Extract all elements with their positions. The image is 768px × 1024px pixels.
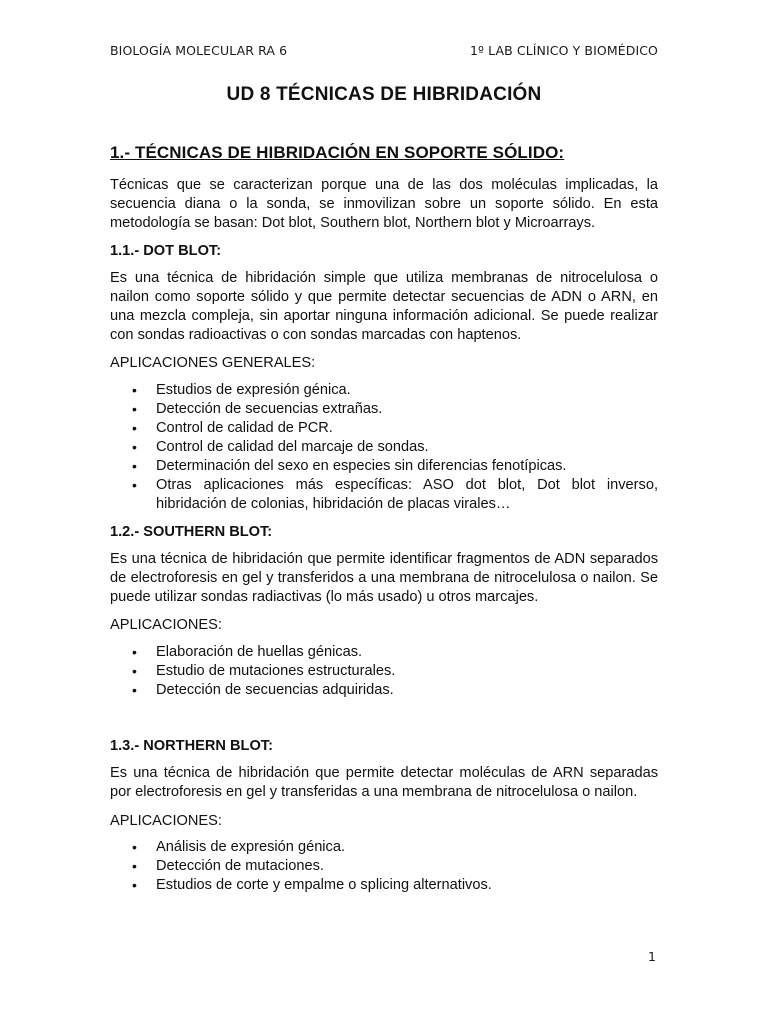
northern-blot-applications-list — [110, 838, 658, 895]
list-item: • Control de calidad del marcaje de sondas. — [132, 439, 429, 456]
list-item: • Detección de mutaciones. — [132, 858, 324, 875]
page-content — [110, 84, 658, 904]
list-item: • Elaboración de huellas génicas. — [132, 644, 363, 661]
dot-blot-description: Es una técnica de hibridación simple que utiliza membranas de nitrocelulosa o nailon como soporte sólido y que permite detectar secuencias de ADN o ARN, en una mezcla compleja, sin aportar ninguna información adicional. Se puede realizar con sondas radioactivas o con sondas marcadas con haptenos. — [110, 270, 658, 343]
section-title: 1.- TÉCNICAS DE HIBRIDACIÓN EN SOPORTE SÓLIDO: — [110, 143, 565, 162]
bullet-icon: • — [132, 382, 137, 399]
bullet-icon: • — [132, 458, 137, 475]
bullet-icon: • — [132, 477, 137, 494]
subsection-title-dot-blot: 1.1.- DOT BLOT: — [110, 243, 222, 260]
bullet-icon: • — [132, 439, 137, 456]
bullet-icon: • — [132, 644, 137, 661]
bullet-icon: • — [132, 663, 137, 680]
list-item: • Otras aplicaciones más específicas: ASO dot blot, Dot blot inverso, hibridación de colonias, hibridación de placas virales… — [132, 477, 658, 513]
subsection-title-southern-blot: 1.2.- SOUTHERN BLOT: — [110, 524, 273, 541]
list-item: • Estudio de mutaciones estructurales. — [132, 663, 396, 680]
northern-blot-description: Es una técnica de hibridación que permite detectar moléculas de ARN separadas por electroforesis en gel y transferidas a una membrana de nitrocelulosa o nailon. — [110, 764, 658, 800]
list-item: • Detección de secuencias extrañas. — [132, 401, 383, 418]
bullet-icon: • — [132, 877, 137, 894]
list-item: • Análisis de expresión génica. — [132, 839, 346, 856]
northern-blot-applications-heading: APLICACIONES: — [110, 812, 222, 829]
subsection-title-northern-blot: 1.3.- NORTHERN BLOT: — [110, 738, 273, 755]
list-item: • Estudios de corte y empalme o splicing alternativos. — [132, 877, 492, 894]
dot-blot-applications-list — [110, 381, 658, 514]
running-header — [110, 43, 658, 58]
document-title: UD 8 TÉCNICAS DE HIBRIDACIÓN — [226, 84, 542, 105]
bullet-icon: • — [132, 420, 137, 437]
header-right: 1º LAB CLÍNICO Y BIOMÉDICO — [470, 43, 658, 58]
southern-blot-description: Es una técnica de hibridación que permite identificar fragmentos de ADN separados de electroforesis en gel y transferidos a una membrana de nitrocelulosa o nailon. Se puede utilizar sondas radiactivas (lo más usado) u otros marcajes. — [110, 550, 658, 605]
bullet-icon: • — [132, 682, 137, 699]
section-intro: Técnicas que se caracterizan porque una de las dos moléculas implicadas, la secuencia diana o la sonda, se inmovilizan sobre un soporte sólido. En esta metodología se basan: Dot blot, Southern blot, Northern blot y Microarrays. — [110, 177, 658, 231]
page-number: 1 — [648, 949, 656, 964]
dot-blot-applications-heading: APLICACIONES GENERALES: — [110, 355, 316, 372]
bullet-icon: • — [132, 858, 137, 875]
header-left: BIOLOGÍA MOLECULAR RA 6 — [110, 43, 288, 58]
southern-blot-applications-list — [110, 643, 658, 700]
southern-blot-applications-heading: APLICACIONES: — [110, 617, 222, 634]
section-spacer — [110, 709, 658, 737]
bullet-icon: • — [132, 401, 137, 418]
bullet-icon: • — [132, 839, 137, 856]
list-item: • Control de calidad de PCR. — [132, 420, 333, 437]
list-item: • Determinación del sexo en especies sin diferencias fenotípicas. — [132, 458, 567, 475]
list-item: • Estudios de expresión génica. — [132, 382, 351, 399]
list-item: • Detección de secuencias adquiridas. — [132, 682, 394, 699]
